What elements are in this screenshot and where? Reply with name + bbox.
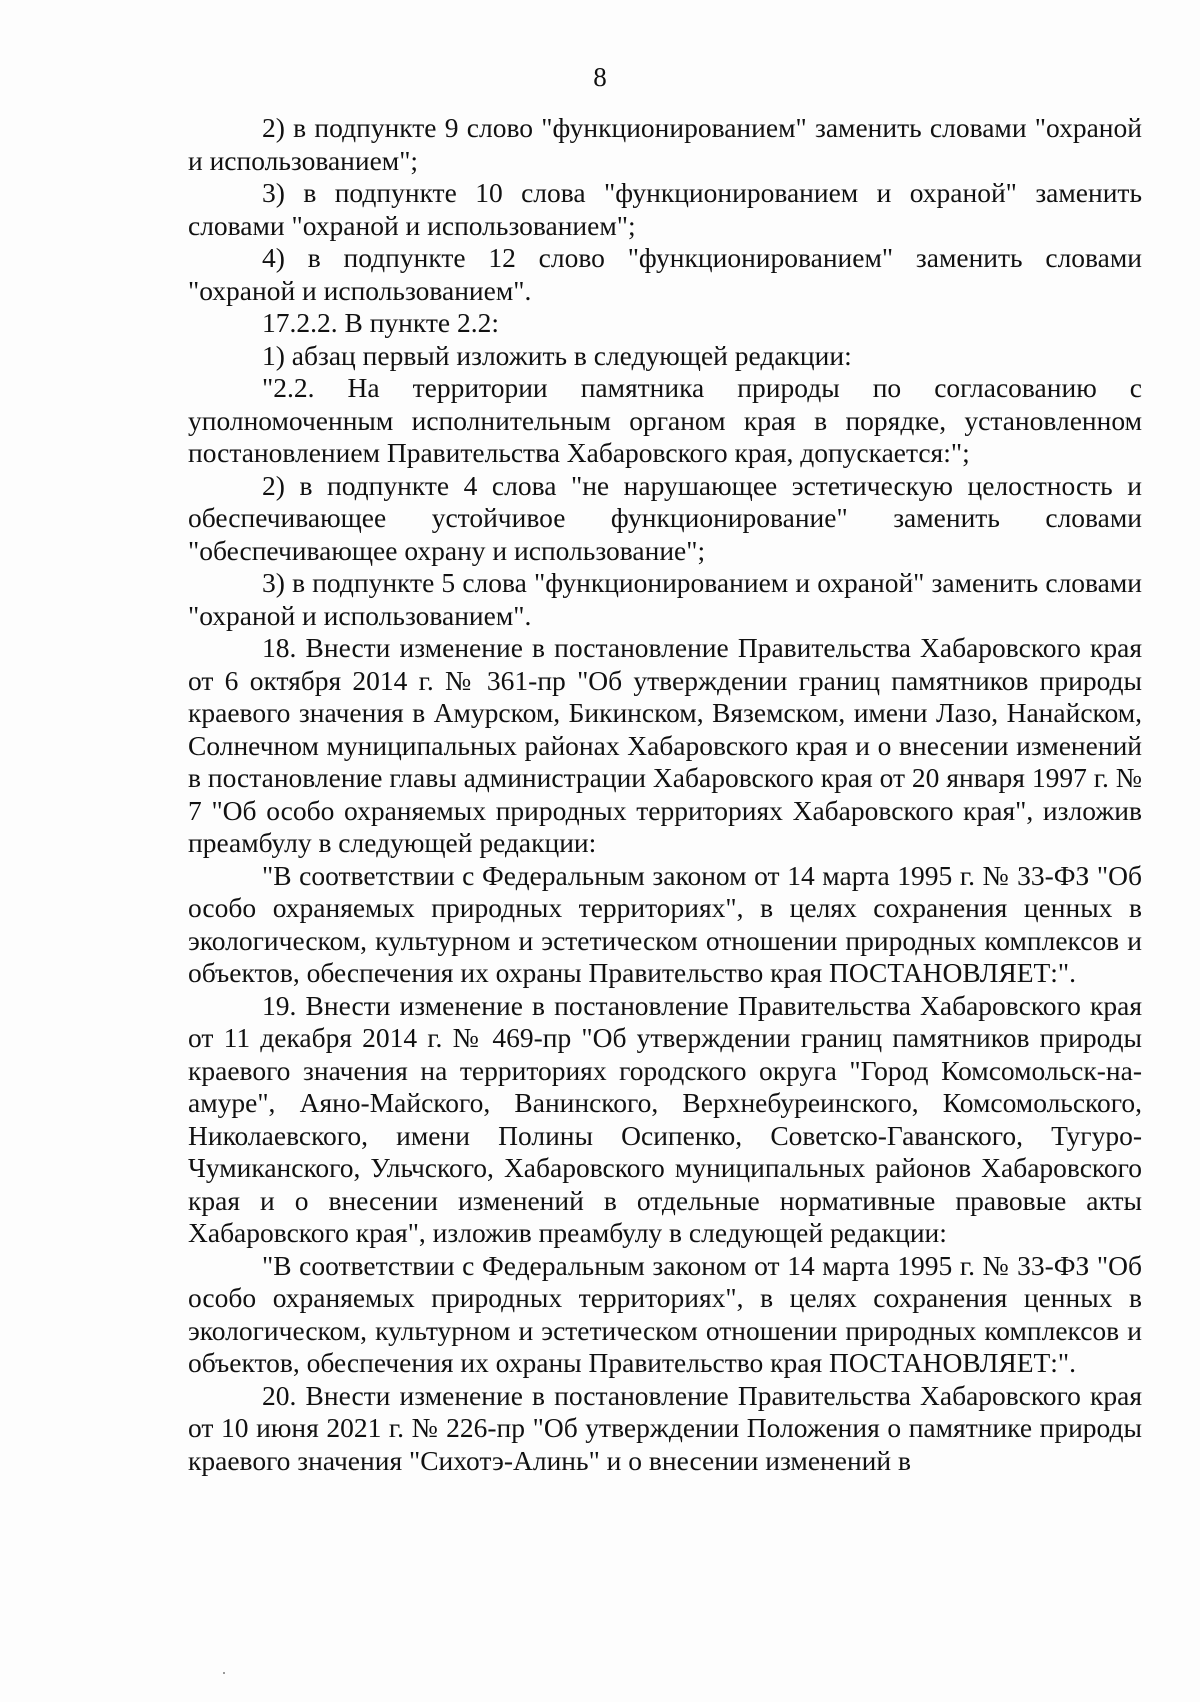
paragraph-item-3: 3) в подпункте 10 слова "функционированием и охраной" заменить словами "охраной и использованием"; (188, 177, 1142, 241)
scan-speck (223, 1672, 225, 1674)
paragraph-item-3b: 3) в подпункте 5 слова "функционированием и охраной" заменить словами "охраной и использованием". (188, 567, 1142, 631)
paragraph-item-1: 1) абзац первый изложить в следующей редакции: (262, 339, 852, 371)
paragraph-item-4: 4) в подпункте 12 слово "функционированием" заменить словами "охраной и использованием". (188, 242, 1142, 306)
paragraph-item-2b: 2) в подпункте 4 слова "не нарушающее эстетическую целостность и обеспечивающее устойчивое функционирование" заменить словами "обеспечивающее охрану и использование"; (188, 469, 1142, 566)
paragraph-preamble-19: "В соответствии с Федеральным законом от 14 марта 1995 г. № 33-ФЗ "Об особо охраняемых природных территориях", в целях сохранения ценных в экологическом, культурном и эстетическом отношении природных комплексов и объектов, обеспечения их охраны Правительство края ПОСТАНОВЛЯЕТ:". (188, 1249, 1142, 1378)
paragraph-preamble-18: "В соответствии с Федеральным законом от 14 марта 1995 г. № 33-ФЗ "Об особо охраняемых природных территориях", в целях сохранения ценных в экологическом, культурном и эстетическом отношении природных комплексов и объектов, обеспечения их охраны Правительство края ПОСТАНОВЛЯЕТ:". (188, 859, 1142, 988)
paragraph-clause-17-2-2: 17.2.2. В пункте 2.2: (262, 307, 500, 338)
paragraph-clause-18: 18. Внести изменение в постановление Правительства Хабаровского края от 6 октября 2014 г. № 361-пр "Об утверждении границ памятников природы краевого значения в Амурском, Бикинском, Вяземском, имени Лазо, Нанайском, Солнечном муниципальных районах Хабаровского края и о внесении изменений в постановление главы администрации Хабаровского края от 20 января 1997 г. № 7 "Об особо охраняемых природных территориях Хабаровского края", изложив преамбулу в следующей редакции: (188, 632, 1142, 858)
page-number: 8 (593, 62, 607, 92)
paragraph-clause-19: 19. Внести изменение в постановление Правительства Хабаровского края от 11 декабря 2014 г. № 469-пр "Об утверждении границ памятников природы краевого значения на территориях городского округа "Город Комсомольск-на-амуре", Аяно-Майского, Ванинского, Верхнебуреинского, Комсомольского, Николаевского, имени Полины Осипенко, Советско-Гаванского, Тугуро-Чумиканского, Ульчского, Хабаровского муниципальных районов Хабаровского края и о внесении изменений в отдельные нормативные правовые акты Хабаровского края", изложив преамбулу в следующей редакции: (188, 989, 1142, 1248)
document-body (188, 112, 1142, 1477)
paragraph-item-2: 2) в подпункте 9 слово "функционированием" заменить словами "охраной и использованием"; (188, 112, 1142, 176)
paragraph-clause-20: 20. Внести изменение в постановление Правительства Хабаровского края от 10 июня 2021 г. № 226-пр "Об утверждении Положения о памятнике природы краевого значения "Сихотэ-Алинь" и о внесении изменений в (188, 1379, 1142, 1476)
paragraph-quote-2-2: "2.2. На территории памятника природы по согласованию с уполномоченным исполнительным органом края в порядке, установленном постановлением Правительства Хабаровского края, допускается:"; (188, 372, 1142, 468)
